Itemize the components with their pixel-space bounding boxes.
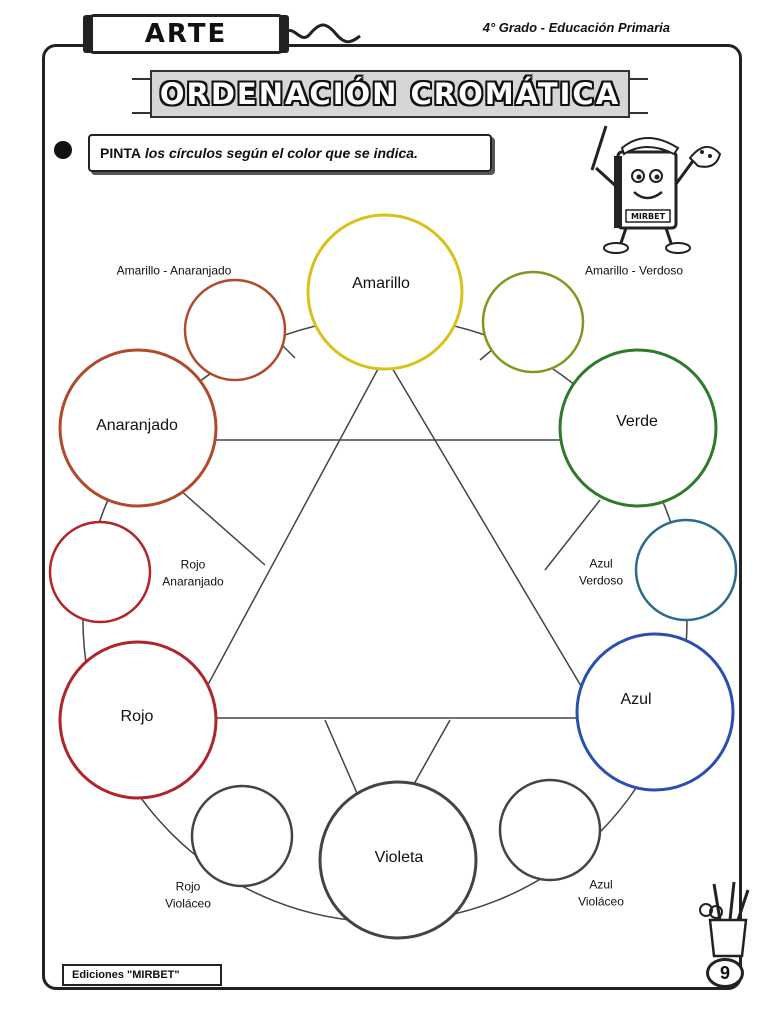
label-green: Verde xyxy=(616,413,658,430)
label-red-orange xyxy=(162,557,223,592)
label-blue-violet-line1: Azul xyxy=(589,877,613,892)
circle-red-violet[interactable] xyxy=(192,786,292,886)
circle-yellow-green[interactable] xyxy=(483,272,583,372)
label-violet: Violeta xyxy=(374,849,424,866)
footer-publisher-box xyxy=(62,964,222,986)
page-number: 9 xyxy=(706,958,744,988)
circle-blue[interactable] xyxy=(577,634,733,790)
label-red-orange-line1: Rojo xyxy=(180,557,206,572)
label-yellow-orange: Amarillo - Anaranjado xyxy=(116,263,232,278)
label-blue-violet-line2: Violáceo xyxy=(578,895,624,909)
pencil-cup-icon xyxy=(690,880,760,960)
label-blue-green-line2: Verdoso xyxy=(578,574,624,588)
label-red-violet-line2: Violáceo xyxy=(165,897,211,911)
publisher-label: Ediciones "MIRBET" xyxy=(72,969,180,981)
label-blue: Azul xyxy=(620,691,652,708)
label-red: Rojo xyxy=(120,708,154,725)
circle-red-orange[interactable] xyxy=(50,522,150,622)
label-red-orange-line2: Anaranjado xyxy=(162,575,224,589)
primary-triangle xyxy=(190,356,600,718)
mascot-badge: MIRBET xyxy=(630,212,666,221)
instruction-body: los círculos según el color que se indica. xyxy=(144,145,418,161)
circle-blue-violet[interactable] xyxy=(500,780,600,880)
label-yellow: Amarillo xyxy=(352,275,410,292)
label-blue-violet xyxy=(578,877,624,912)
circle-yellow-orange[interactable] xyxy=(185,280,285,380)
label-blue-green-line1: Azul xyxy=(589,556,613,571)
page-title: ORDENACIÓN CROMÁTICA xyxy=(159,77,621,111)
instruction-verb: PINTA xyxy=(100,145,141,161)
label-red-violet-line1: Rojo xyxy=(175,879,201,894)
label-blue-green xyxy=(579,556,623,591)
label-red-violet xyxy=(165,879,211,914)
label-yellow-green: Amarillo - Verdoso xyxy=(584,263,684,278)
grade-label: 4° Grado - Educación Primaria xyxy=(482,20,670,35)
subject-label: ARTE xyxy=(144,19,228,49)
label-orange: Anaranjado xyxy=(96,417,178,434)
circle-blue-green[interactable] xyxy=(636,520,736,620)
